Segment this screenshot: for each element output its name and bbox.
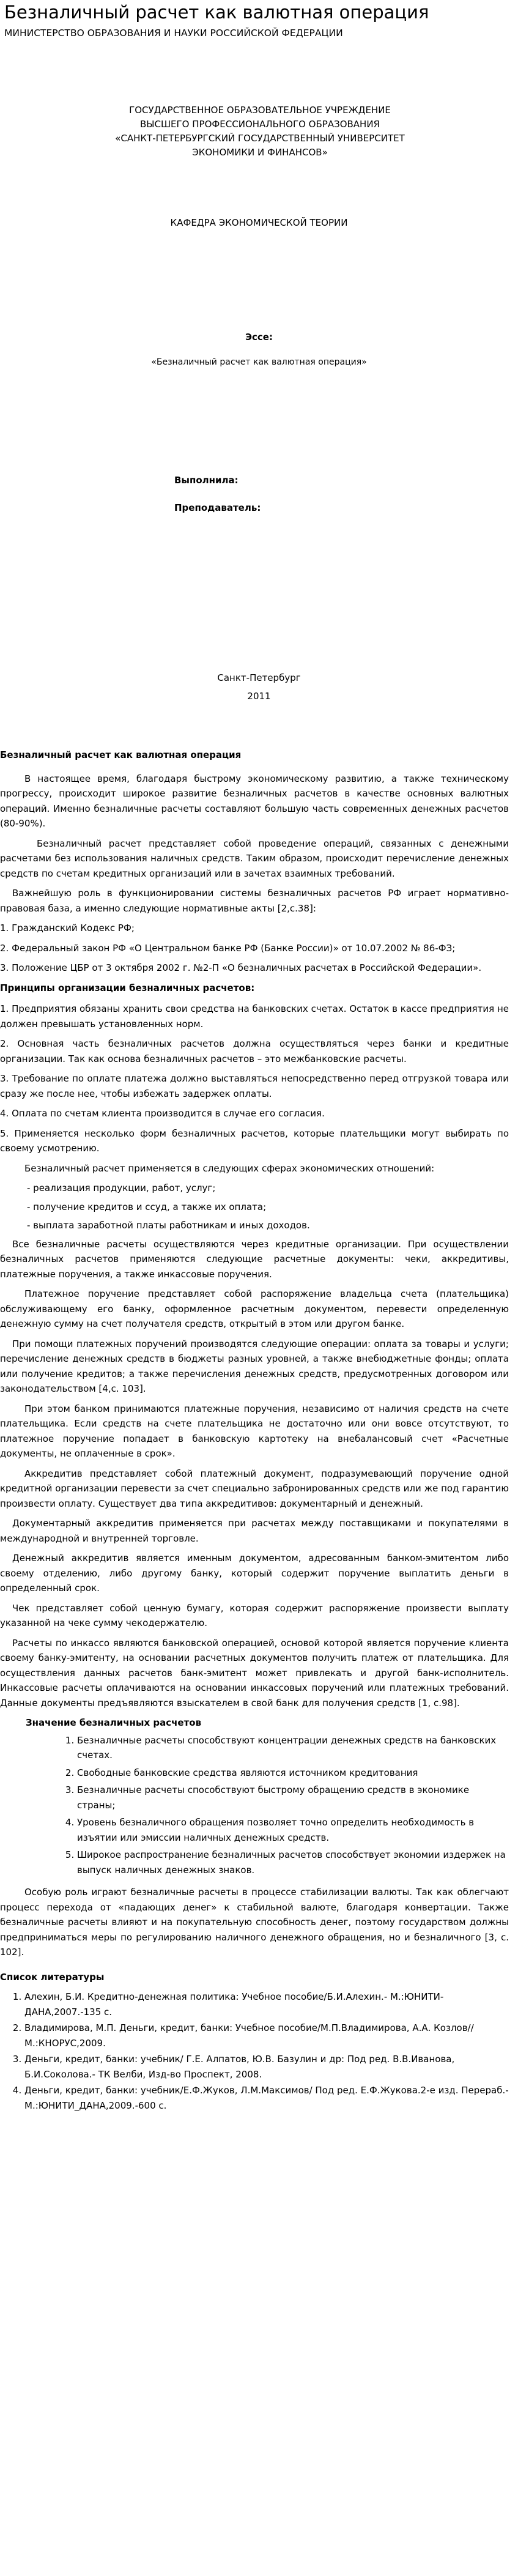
summary-heading: Значение безналичных расчетов — [26, 1717, 202, 1728]
essay-topic: «Безналичный расчет как валютная операция» — [151, 357, 367, 367]
principles-heading: Принципы организации безналичных расчетов: — [0, 982, 255, 993]
intro-paragraph: В настоящее время, благодаря быстрому экономическому развитию, а также техническому прогрессу, происходит широкое развитие безналичных расчетов в качестве основных валютных операций. Именно безналичные расчеты составляют большую часть современных денежных расчетов (80-90%). — [0, 773, 509, 829]
list-item: - выплата заработной платы работникам и иных доходов. — [27, 1220, 310, 1231]
essay-label: Эссе: — [245, 332, 273, 343]
forms-paragraph: Все безналичные расчеты осуществляются через кредитные организации. При осуществлении безналичных расчетов применяются следующие расчетные документы: чеки, аккредитивы, платежные поручения, а также инкассовые поручения. — [0, 1238, 509, 1280]
intro-paragraph: Важнейшую роль в функционировании системы безналичных расчетов РФ играет нормативно-правовая база, а именно следующие нормативные акты [2,с.38]: — [0, 888, 509, 914]
usage-list — [0, 1181, 509, 1233]
author-label: Выполнила: — [174, 475, 239, 486]
reference-item: 3. Деньги, кредит, банки: учебник/ Г.Е. Алпатов, Ю.В. Базулин и др: Под ред. В.В.Иванова, Б.И.Соколова.- ТК Велби, Изд-во Проспект, 2008. — [24, 2052, 509, 2082]
references-list — [0, 1989, 509, 2113]
list-item: 1. Безналичные расчеты способствуют концентрации денежных средств на банковских счетах. — [77, 1733, 509, 1763]
institution-name — [49, 103, 471, 160]
forms-paragraph: Чек представляет собой ценную бумагу, которая содержит распоряжение произвести выплату указанной на чеке сумму чекодержателю. — [0, 1602, 509, 1628]
list-item: 2. Свободные банковские средства являются источником кредитования — [77, 1765, 509, 1781]
principle-item: 2. Основная часть безналичных расчетов должна осуществляться через банки и кредитные организации. Так как основа безналичных расчетов – это межбанковские расчеты. — [0, 1038, 509, 1064]
list-item: 3. Безналичные расчеты способствуют быстрому обращению средств в экономике страны; — [77, 1783, 509, 1813]
forms-paragraph: При этом банком принимаются платежные поручения, независимо от наличия средств на счете плательщика. Если средств на счете плательщика не достаточно или они вовсе отсутствуют, то платежное поручение попадает в банковскую картотеку на внебалансовый счет «Расчетные документы, не оплаченные в срок». — [0, 1403, 509, 1459]
essay-body — [0, 741, 509, 2114]
forms-paragraph: Аккредитив представляет собой платежный документ, подразумевающий поручение одной кредитной организации перевести за счет специально забронированных средств или же под гарантию произвести оплату. Существует два типа аккредитивов: документарный и денежный. — [0, 1468, 509, 1509]
list-item: - получение кредитов и ссуд, а также их оплата; — [27, 1201, 267, 1212]
legal-act: 3. Положение ЦБР от 3 октября 2002 г. №2-П «О безналичных расчетах в Российской Федерации». — [0, 962, 482, 973]
intro-paragraph: Безналичный расчет представляет собой проведение операций, связанных с денежными расчетами без использования наличных средств. Таким образом, происходит перечисление денежных средств по счетам кредитных организаций или в зачетах взаимных требований. — [0, 837, 509, 879]
forms-paragraph: Расчеты по инкассо являются банковской операцией, основой которой является поручение клиента своему банку-эмитенту, на основании расчетных документов получить платеж от плательщика. Для осуществления данных расчетов банк-эмитент может привлекать и другой банк-исполнитель. Инкассовые расчеты оплачиваются на основании инкассовых поручений или платежных требований. Данные документы предъявляются взыскателем в свой банк для получения средств [1, с.98]. — [0, 1637, 509, 1709]
reference-item: 4. Деньги, кредит, банки: учебник/Е.Ф.Жуков, Л.М.Максимов/ Под ред. Е.Ф.Жукова.2-е изд. Перераб.-М.:ЮНИТИ_ДАНА,2009.-600 с. — [24, 2083, 509, 2113]
list-item: - реализация продукции, работ, услуг; — [27, 1182, 216, 1193]
principle-item: 4. Оплата по счетам клиента производится в случае его согласия. — [0, 1108, 325, 1119]
principle-item: 3. Требование по оплате платежа должно выставляться непосредственно перед отгрузкой товара или сразу же после нее, чтобы избежать задержек оплаты. — [0, 1073, 509, 1099]
principle-item: 1. Предприятия обязаны хранить свои средства на банковских счетах. Остаток в кассе предприятия не должен превышать установленных норм. — [0, 1003, 509, 1030]
reference-item: 1. Алехин, Б.И. Кредитно-денежная политика: Учебное пособие/Б.И.Алехин.- М.:ЮНИТИ-ДАНА,2007.-135 с. — [24, 1989, 509, 2019]
list-item: 4. Уровень безналичного обращения позволяет точно определить необходимость в изъятии или эмиссии наличных денежных средств. — [77, 1815, 509, 1845]
forms-paragraph: Платежное поручение представляет собой распоряжение владельца счета (плательщика) обслуживающему его банку, оформленное расчетным документом, перевести определенную денежную сумму на счет получателя средств, открытый в этом или другом банке. — [0, 1288, 509, 1329]
institution-line: ВЫСШЕГО ПРОФЕССИОНАЛЬНОГО ОБРАЗОВАНИЯ — [140, 119, 380, 130]
year: 2011 — [247, 691, 271, 702]
legal-act: 1. Гражданский Кодекс РФ; — [0, 922, 135, 934]
department-name: КАФЕДРА ЭКОНОМИЧЕСКОЙ ТЕОРИИ — [170, 217, 348, 228]
ministry-header: МИНИСТЕРСТВО ОБРАЗОВАНИЯ И НАУКИ РОССИЙСКОЙ ФЕДЕРАЦИИ — [4, 28, 343, 39]
essay-heading: Безналичный расчет как валютная операция — [0, 749, 242, 760]
references-heading: Список литературы — [0, 1971, 105, 1983]
institution-line: ЭКОНОМИКИ И ФИНАНСОВ» — [192, 147, 328, 158]
list-item: 5. Широкое распространение безналичных расчетов способствует экономии издержек на выпуск наличных денежных знаков. — [77, 1847, 509, 1877]
legal-act: 2. Федеральный закон РФ «О Центральном банке РФ (Банке России)» от 10.07.2002 № 86-ФЗ; — [0, 942, 456, 954]
reference-item: 2. Владимирова, М.П. Деньги, кредит, банки: Учебное пособие/М.П.Владимирова, А.А. Козлов//М.:КНОРУС,2009. — [24, 2021, 509, 2051]
forms-paragraph: При помощи платежных поручений производятся следующие операции: оплата за товары и услуги; перечисление денежных средств в бюджеты разных уровней, а также внебюджетные фонды; оплата или получение кредитов; а также перечисления денежных средств, предусмотренных договором или законодательством [4,с. 103]. — [0, 1338, 509, 1394]
advisor-label: Преподаватель: — [174, 502, 261, 513]
institution-line: ГОСУДАРСТВЕННОЕ ОБРАЗОВАТЕЛЬНОЕ УЧРЕЖДЕНИЕ — [129, 105, 391, 116]
conclusion-paragraph: Особую роль играют безналичные расчеты в процессе стабилизации валюты. Так как облегчают процесс перехода от «падающих денег» к стабильной валюте, благодаря конвертации. Также безналичные расчеты влияют и на покупательную способность денег, поэтому государством должны предприниматься меры по регулированию наличного денежного обращения, но и безналичного [3, с. 102]. — [0, 1887, 509, 1958]
principle-item: 5. Применяется несколько форм безналичных расчетов, которые плательщики могут выбирать по своему усмотрению. — [0, 1127, 509, 1154]
forms-paragraph: Денежный аккредитив является именным документом, адресованным банком-эмитентом либо своему отделению, либо другому банку, который содержит поручение выплатить деньги в определенный срок. — [0, 1553, 509, 1594]
institution-line: «САНКТ-ПЕТЕРБУРГСКИЙ ГОСУДАРСТВЕННЫЙ УНИВЕРСИТЕТ — [115, 133, 405, 144]
forms-paragraph: Документарный аккредитив применяется при расчетах между поставщиками и покупателями в международной и внутренней торговле. — [0, 1518, 509, 1544]
summary-list — [0, 1733, 509, 1878]
page-title: Безналичный расчет как валютная операция — [4, 2, 429, 23]
usage-intro: Безналичный расчет применяется в следующих сферах экономических отношений: — [24, 1162, 435, 1174]
city: Санкт-Петербург — [217, 672, 301, 683]
